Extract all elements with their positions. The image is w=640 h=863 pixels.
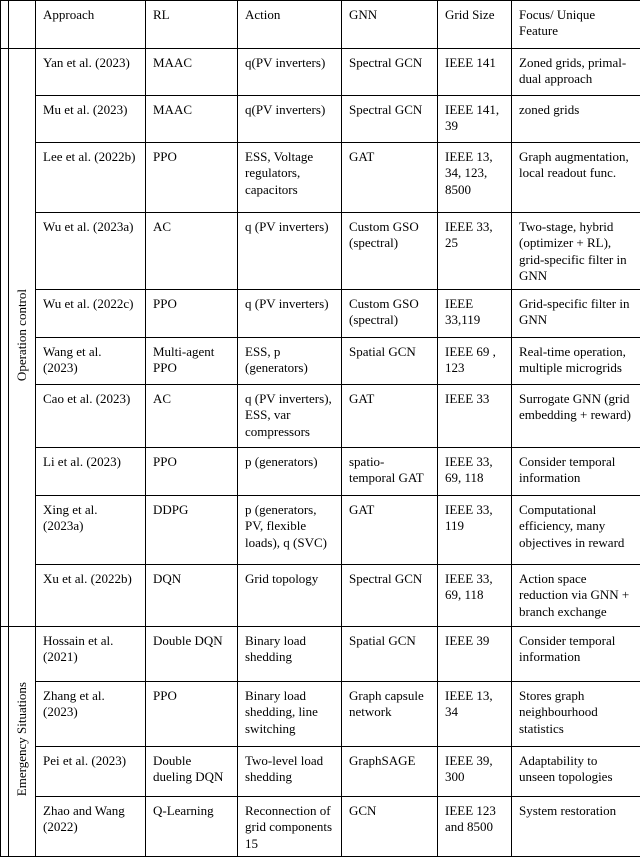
table-row — [1, 143, 640, 213]
cell-rl: Multi-agent PPO — [146, 338, 238, 385]
table-row — [1, 565, 640, 627]
cell-focus: Two-stage, hybrid (optimizer + RL), grid-specific filter in GNN — [512, 213, 640, 290]
cell-gnn: GCN — [342, 797, 438, 857]
column-header-action: Action — [238, 1, 342, 49]
column-header-grid-size: Grid Size — [438, 1, 512, 49]
table-row — [1, 213, 640, 290]
group-label: Emergency Situations — [13, 682, 29, 797]
cell-rl: DQN — [146, 565, 238, 627]
cell-grid-size: IEEE 69 , 123 — [438, 338, 512, 385]
cell-gnn: spatio-temporal GAT — [342, 448, 438, 496]
cell-rl: PPO — [146, 290, 238, 338]
cell-action: q (PV inverters) — [238, 213, 342, 290]
cell-approach: Li et al. (2023) — [36, 448, 146, 496]
cell-approach: Wang et al. (2023) — [36, 338, 146, 385]
left-margin-cell — [1, 1, 9, 49]
cell-approach: Pei et al. (2023) — [36, 747, 146, 797]
left-margin-cell — [1, 49, 9, 627]
table-row — [1, 290, 640, 338]
cell-action: Grid topology — [238, 565, 342, 627]
cell-gnn: Spectral GCN — [342, 49, 438, 96]
cell-focus: Stores graph neighbourhood statistics — [512, 682, 640, 747]
cell-focus: Consider temporal information — [512, 627, 640, 682]
cell-focus: Real-time operation, multiple microgrids — [512, 338, 640, 385]
cell-approach: Wu et al. (2023a) — [36, 213, 146, 290]
table-row — [1, 96, 640, 143]
cell-grid-size: IEEE 33,119 — [438, 290, 512, 338]
cell-gnn: Custom GSO (spectral) — [342, 213, 438, 290]
column-header-focus: Focus/ Unique Feature — [512, 1, 640, 49]
cell-gnn: Spatial GCN — [342, 627, 438, 682]
cell-focus: Surrogate GNN (grid embedding + reward) — [512, 385, 640, 448]
cell-gnn: Spectral GCN — [342, 565, 438, 627]
cell-grid-size: IEEE 33, 119 — [438, 496, 512, 565]
cell-gnn: GAT — [342, 385, 438, 448]
cell-rl: MAAC — [146, 96, 238, 143]
table-row — [1, 385, 640, 448]
cell-action: Binary load shedding — [238, 627, 342, 682]
cell-rl: DDPG — [146, 496, 238, 565]
table-row — [1, 682, 640, 747]
cell-approach: Zhao and Wang (2022) — [36, 797, 146, 857]
column-header-rl: RL — [146, 1, 238, 49]
cell-approach: Mu et al. (2023) — [36, 96, 146, 143]
cell-gnn: Custom GSO (spectral) — [342, 290, 438, 338]
cell-rl: AC — [146, 385, 238, 448]
cell-rl: PPO — [146, 448, 238, 496]
cell-action: q(PV inverters) — [238, 96, 342, 143]
cell-action: p (generators, PV, flexible loads), q (SVC) — [238, 496, 342, 565]
cell-action: q(PV inverters) — [238, 49, 342, 96]
cell-approach: Xing et al. (2023a) — [36, 496, 146, 565]
cell-focus: Computational efficiency, many objectives in reward — [512, 496, 640, 565]
cell-approach: Xu et al. (2022b) — [36, 565, 146, 627]
group-label: Operation control — [13, 289, 29, 382]
group-label-cell-emergency-situations — [9, 627, 36, 857]
cell-gnn: GAT — [342, 143, 438, 213]
cell-action: ESS, p (generators) — [238, 338, 342, 385]
cell-focus: Grid-specific filter in GNN — [512, 290, 640, 338]
table-row — [1, 797, 640, 857]
group-label-header-cell — [9, 1, 36, 49]
cell-approach: Cao et al. (2023) — [36, 385, 146, 448]
cell-gnn: GraphSAGE — [342, 747, 438, 797]
header-row — [1, 1, 640, 49]
cell-rl: Double DQN — [146, 627, 238, 682]
cell-focus: Action space reduction via GNN + branch exchange — [512, 565, 640, 627]
cell-action: q (PV inverters), ESS, var compressors — [238, 385, 342, 448]
cell-action: Reconnection of grid components 15 — [238, 797, 342, 857]
table-row — [1, 49, 640, 96]
cell-grid-size: IEEE 141, 39 — [438, 96, 512, 143]
cell-rl: PPO — [146, 143, 238, 213]
column-header-approach: Approach — [36, 1, 146, 49]
cell-focus: zoned grids — [512, 96, 640, 143]
cell-gnn: Spectral GCN — [342, 96, 438, 143]
cell-action: q (PV inverters) — [238, 290, 342, 338]
table-row — [1, 338, 640, 385]
cell-approach: Lee et al. (2022b) — [36, 143, 146, 213]
cell-focus: Consider temporal information — [512, 448, 640, 496]
cell-grid-size: IEEE 13, 34, 123, 8500 — [438, 143, 512, 213]
cell-rl: Q-Learning — [146, 797, 238, 857]
cell-focus: System restoration — [512, 797, 640, 857]
cell-gnn: Graph capsule network — [342, 682, 438, 747]
cell-rl: MAAC — [146, 49, 238, 96]
column-header-gnn: GNN — [342, 1, 438, 49]
cell-focus: Graph augmentation, local readout func. — [512, 143, 640, 213]
cell-grid-size: IEEE 141 — [438, 49, 512, 96]
cell-grid-size: IEEE 33, 25 — [438, 213, 512, 290]
cell-focus: Zoned grids, primal-dual approach — [512, 49, 640, 96]
table-row — [1, 496, 640, 565]
cell-focus: Adaptability to unseen topologies — [512, 747, 640, 797]
cell-grid-size: IEEE 33, 69, 118 — [438, 448, 512, 496]
table-row — [1, 627, 640, 682]
cell-gnn: Spatial GCN — [342, 338, 438, 385]
cell-approach: Yan et al. (2023) — [36, 49, 146, 96]
cell-approach: Zhang et al. (2023) — [36, 682, 146, 747]
cell-approach: Wu et al. (2022c) — [36, 290, 146, 338]
cell-approach: Hossain et al. (2021) — [36, 627, 146, 682]
cell-action: Binary load shedding, line switching — [238, 682, 342, 747]
cell-action: p (generators) — [238, 448, 342, 496]
cell-grid-size: IEEE 39 — [438, 627, 512, 682]
cell-grid-size: IEEE 33, 69, 118 — [438, 565, 512, 627]
cell-gnn: GAT — [342, 496, 438, 565]
cell-grid-size: IEEE 39, 300 — [438, 747, 512, 797]
group-label-cell-operation-control — [9, 49, 36, 627]
table-row — [1, 747, 640, 797]
cell-grid-size: IEEE 33 — [438, 385, 512, 448]
cell-grid-size: IEEE 123 and 8500 — [438, 797, 512, 857]
cell-rl: AC — [146, 213, 238, 290]
cell-action: Two-level load shedding — [238, 747, 342, 797]
cell-rl: Double dueling DQN — [146, 747, 238, 797]
cell-rl: PPO — [146, 682, 238, 747]
cell-grid-size: IEEE 13, 34 — [438, 682, 512, 747]
left-margin-cell — [1, 627, 9, 857]
cell-action: ESS, Voltage regulators, capacitors — [238, 143, 342, 213]
table-row — [1, 448, 640, 496]
